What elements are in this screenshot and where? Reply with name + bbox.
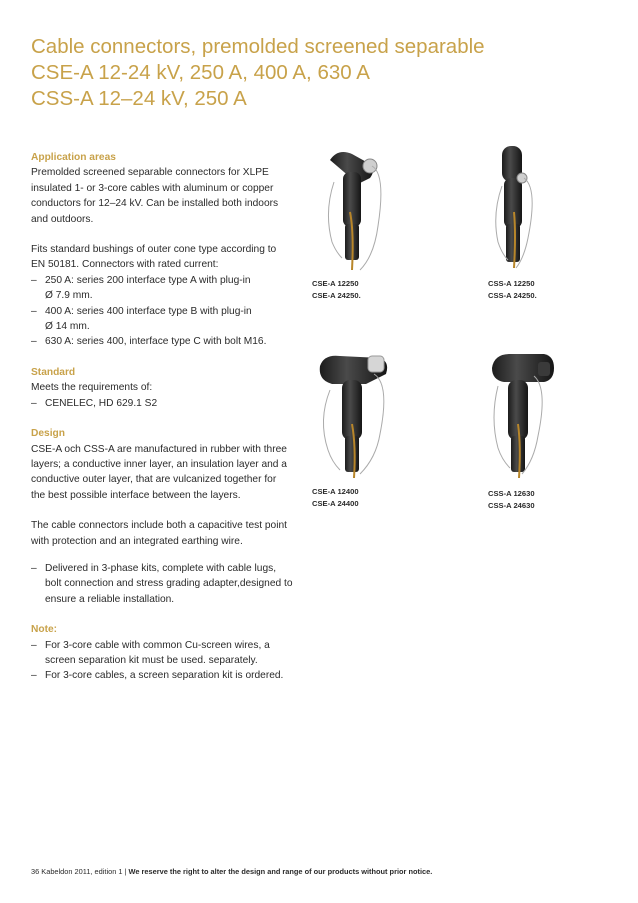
note-heading: Note:: [31, 624, 58, 636]
elbow-connector-image: [312, 350, 402, 482]
page-subtitle-cse: CSE-A 12-24 kV, 250 A, 400 A, 630 A: [31, 61, 370, 84]
product-cse-a-400: [312, 350, 402, 510]
product-codes: [488, 488, 558, 512]
list-item-cont: Ø 7.9 mm.: [45, 290, 93, 302]
straight-connector-image: [488, 142, 548, 274]
product-code: CSS-A 12250: [488, 279, 535, 288]
product-css-a-630: [488, 350, 558, 512]
footer-page-info: 36 Kabeldon 2011, edition 1 |: [31, 867, 129, 876]
product-cse-a-250: [312, 142, 392, 302]
page-subtitle-css: CSS-A 12–24 kV, 250 A: [31, 87, 247, 110]
product-code: CSS-A 24630: [488, 501, 535, 510]
list-item: – Delivered in 3-phase kits, complete with cable lugs, bolt connection and stress grading adapter,designed to ensure a reliable installation.: [31, 562, 293, 605]
list-item: – 400 A: series 400 interface type B with plug-in: [31, 305, 252, 317]
product-css-a-250: [488, 142, 548, 302]
page-title: Cable connectors, premolded screened separable: [31, 35, 485, 58]
product-code: CSS-A 24250.: [488, 291, 537, 300]
list-item: – For 3-core cables, a screen separation kit is ordered.: [31, 670, 284, 682]
product-codes: [312, 278, 392, 302]
product-code: CSE-A 24250.: [312, 291, 361, 300]
product-code: CSE-A 12400: [312, 487, 359, 496]
design-paragraph-2: The cable connectors include both a capacitive test point with protection and an integrated earthing wire.: [31, 520, 287, 547]
product-codes: [312, 486, 402, 510]
list-item-cont: Ø 14 mm.: [45, 321, 90, 333]
design-paragraph-1: CSE-A och CSS-A are manufactured in rubber with three layers; a conductive inner layer, an insulation layer and a conductive outer layer, that are vulcanized together for the best possible interface between the layers.: [31, 443, 287, 501]
text-column: [31, 150, 293, 684]
bushings-text: Fits standard bushings of outer cone type according to EN 50181. Connectors with rated current:: [31, 244, 277, 271]
application-heading: Application areas: [31, 152, 116, 163]
standard-intro: Meets the requirements of:: [31, 382, 153, 394]
elbow-connector-image: [312, 142, 392, 274]
list-item: – 250 A: series 200 interface type A with plug-in: [31, 274, 251, 286]
product-code: CSE-A 12250: [312, 279, 359, 288]
footer-notice: We reserve the right to alter the design and range of our products without prior notice.: [128, 867, 433, 876]
application-intro: Premolded screened separable connectors for XLPE insulated 1- or 3-core cables with aluminum or copper conductors for 12–24 kV. Can be installed both indoors and outdoors.: [31, 167, 279, 225]
list-item: – CENELEC, HD 629.1 S2: [31, 397, 158, 409]
page-footer: [31, 867, 432, 876]
list-item: – For 3-core cable with common Cu-screen wires, a screen separation kit must be used. separately.: [31, 639, 270, 666]
product-codes: [488, 278, 548, 302]
elbow-connector-image: [488, 350, 558, 482]
product-code: CSE-A 24400: [312, 499, 359, 508]
list-item: – 630 A: series 400, interface type C with bolt M16.: [31, 336, 267, 348]
design-heading: Design: [31, 428, 65, 440]
page-title-block: [31, 34, 611, 112]
standard-heading: Standard: [31, 366, 76, 378]
product-code: CSS-A 12630: [488, 489, 535, 498]
